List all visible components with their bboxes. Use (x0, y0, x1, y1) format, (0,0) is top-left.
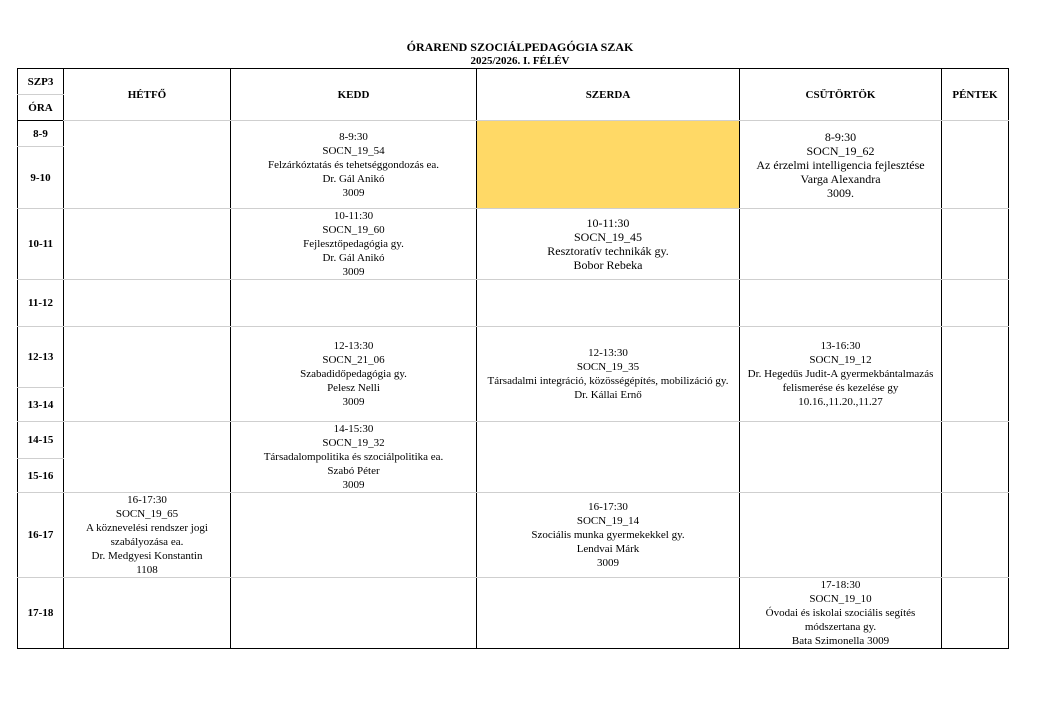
cell-csutortok-16 (740, 493, 942, 578)
time-slot: 13-14 (18, 388, 64, 422)
cell-hetfo-11 (64, 280, 231, 327)
class-room: 3009. (827, 185, 854, 200)
day-header-csutortok: CSÜTÖRTÖK (740, 69, 942, 121)
class-title: A köznevelési rendszer jogi szabályozása ea. (86, 522, 208, 548)
time-slot: 12-13 (18, 327, 64, 388)
class-title: Társadalompolitika és szociálpolitika ea. (263, 451, 444, 463)
class-title: Szabadidőpedagógia gy. (300, 368, 407, 380)
class-code: SOCN_19_60 (322, 224, 385, 236)
cell-pentek-17 (942, 578, 1009, 649)
class-cell (477, 209, 740, 280)
class-code: SOCN_19_10 (809, 593, 872, 605)
cell-pentek-11 (942, 280, 1009, 327)
class-code: SOCN_19_32 (322, 437, 385, 449)
cell-kedd-11 (231, 280, 477, 327)
day-header-hetfo: HÉTFŐ (64, 69, 231, 121)
class-title: Resztoratív technikák gy. (547, 244, 669, 258)
cell-hetfo-12 (64, 327, 231, 422)
class-room: 1108 (136, 564, 158, 576)
class-time: 12-13:30 (588, 347, 628, 359)
cell-kedd-17 (231, 578, 477, 649)
class-teacher: Pelesz Nelli (327, 382, 380, 394)
class-code: SOCN_19_62 (806, 143, 875, 158)
timetable (17, 68, 1009, 649)
cell-pentek-10 (942, 209, 1009, 280)
class-time: 16-17:30 (127, 494, 167, 506)
class-title: Az érzelmi intelligencia fejlesztése (756, 157, 925, 172)
day-header-szerda: SZERDA (477, 69, 740, 121)
class-room: 3009 (597, 557, 619, 569)
cell-hetfo-14 (64, 422, 231, 493)
class-teacher: Varga Alexandra (800, 171, 881, 186)
class-code: SOCN_19_35 (576, 361, 640, 373)
class-code: SOCN_19_45 (573, 230, 642, 244)
class-cell (740, 578, 942, 649)
class-cell (740, 121, 942, 209)
class-cell (231, 121, 477, 209)
class-code: SOCN_21_06 (322, 354, 385, 366)
class-title: Dr. Hegedűs Judit-A gyermekbántalmazás felismerése és kezelése gy (747, 368, 934, 394)
class-room: 3009 (342, 266, 365, 278)
class-room: 3009 (342, 396, 365, 408)
page-title: ÓRAREND SZOCIÁLPEDAGÓGIA SZAK (406, 40, 634, 54)
time-slot: 16-17 (18, 493, 64, 578)
class-teacher: Bata Szimonella 3009 (791, 635, 890, 647)
class-code: SOCN_19_12 (809, 354, 872, 366)
cell-csutortok-11 (740, 280, 942, 327)
class-time: 10-11:30 (586, 216, 630, 230)
class-title: Társadalmi integráció, közösségépítés, mobilizáció gy. (487, 375, 729, 387)
class-title: Óvodai és iskolai szociális segítés módszertana gy. (765, 607, 916, 633)
class-time: 16-17:30 (588, 501, 628, 513)
cell-csutortok-10 (740, 209, 942, 280)
class-time: 8-9:30 (824, 129, 857, 144)
class-time: 8-9:30 (339, 130, 368, 143)
cell-szerda-14 (477, 422, 740, 493)
cell-pentek-12 (942, 327, 1009, 422)
corner-szp3: SZP3 (18, 69, 64, 95)
class-cell (477, 327, 740, 422)
time-slot: 9-10 (18, 147, 64, 209)
day-header-pentek: PÉNTEK (942, 69, 1009, 121)
class-cell (477, 493, 740, 578)
class-teacher: Dr. Kállai Ernő (574, 389, 642, 401)
class-cell (231, 209, 477, 280)
class-teacher: Dr. Gál Anikó (322, 172, 385, 185)
cell-szerda-17 (477, 578, 740, 649)
cell-kedd-16 (231, 493, 477, 578)
time-slot: 8-9 (18, 121, 64, 147)
time-slot: 17-18 (18, 578, 64, 649)
cell-pentek-16 (942, 493, 1009, 578)
cell-hetfo-8 (64, 121, 231, 209)
class-room: 3009 (342, 479, 365, 491)
time-slot: 10-11 (18, 209, 64, 280)
class-time: 13-16:30 (820, 340, 861, 352)
class-title: Fejlesztőpedagógia gy. (303, 238, 404, 250)
cell-csutortok-14 (740, 422, 942, 493)
class-teacher: Dr. Gál Anikó (322, 252, 385, 264)
class-teacher: Szabó Péter (327, 465, 380, 477)
cell-pentek-8 (942, 121, 1009, 209)
cell-pentek-14 (942, 422, 1009, 493)
highlighted-cell-szerda-8 (477, 121, 740, 209)
class-teacher: Lendvai Márk (576, 543, 640, 555)
cell-hetfo-17 (64, 578, 231, 649)
class-cell (64, 493, 231, 578)
class-code: SOCN_19_14 (576, 515, 640, 527)
time-slot: 14-15 (18, 422, 64, 459)
class-teacher: Bobor Rebeka (573, 258, 643, 272)
class-title: Szociális munka gyermekekkel gy. (531, 529, 685, 541)
class-room: 3009 (342, 186, 365, 199)
class-time: 10-11:30 (333, 210, 374, 222)
class-cell (231, 422, 477, 493)
class-time: 17-18:30 (820, 579, 861, 591)
class-time: 12-13:30 (333, 340, 374, 352)
class-title: Felzárkóztatás és tehetséggondozás ea. (267, 158, 440, 171)
time-slot: 11-12 (18, 280, 64, 327)
corner-ora: ÓRA (18, 95, 64, 121)
class-dates: 10.16.,11.20.,11.27 (798, 396, 883, 408)
class-code: SOCN_19_65 (115, 508, 179, 520)
time-slot: 15-16 (18, 459, 64, 493)
class-code: SOCN_19_54 (322, 144, 385, 157)
class-cell (231, 327, 477, 422)
class-time: 14-15:30 (333, 423, 374, 435)
day-header-kedd: KEDD (231, 69, 477, 121)
class-cell (740, 327, 942, 422)
class-teacher: Dr. Medgyesi Konstantin (91, 550, 203, 562)
cell-hetfo-10 (64, 209, 231, 280)
cell-szerda-11 (477, 280, 740, 327)
page-subtitle: 2025/2026. I. FÉLÉV (470, 55, 570, 67)
